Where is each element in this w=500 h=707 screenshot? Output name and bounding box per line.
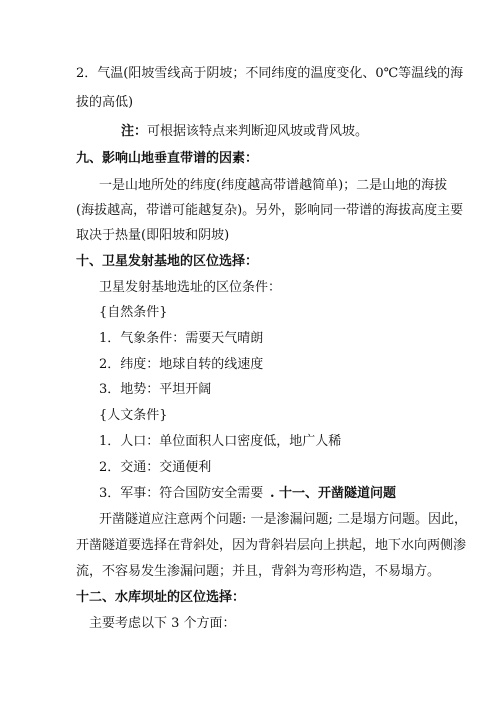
list-item-population: 1．人口：单位面积人口密度低，地广人稀 (99, 434, 342, 449)
text-line-11c: 流，不容易发生渗漏问题；并且，背斜为弯形构造，不易塌方。 (76, 564, 441, 579)
section-heading-9: 九、影响山地垂直带谱的因素： (76, 151, 259, 166)
list-item-military: 3．军事：符合国防安全需要 (99, 486, 264, 501)
list-item-terrain: 3．地势：平坦开阔 (99, 382, 212, 397)
natural-conditions-label: {自然条件} (99, 305, 168, 320)
section-heading-10: 十、卫星发射基地的区位选择： (76, 254, 259, 269)
list-item-weather: 1．气象条件：需要天气晴朗 (99, 331, 264, 346)
text-line-12-intro: 主要考虑以下 3 个方面： (89, 616, 236, 631)
section-heading-11: . 十一、开凿隧道问题 (270, 486, 397, 501)
text-line-9b: (海拔越高，带谱可能越复杂)。另外，影响同一带谱的海拔高度主要 (76, 203, 464, 218)
text-line-11a: 开凿隧道应注意两个问题: 一是渗漏问题; 二是塌方问题。因此， (99, 512, 468, 527)
text-line-11b: 开凿隧道要选择在背斜处，因为背斜岩层向上拱起，地下水向两侧渗 (76, 538, 467, 553)
text-line-10-intro: 卫星发射基地选址的区位条件： (99, 280, 282, 295)
list-item-transport: 2．交通：交通便利 (99, 460, 212, 475)
note-line: 注：可根据该特点来判断迎风坡或背风坡。 (121, 124, 369, 139)
text-line-9a: 一是山地所处的纬度(纬度越高带谱越简单)；二是山地的海拔 (99, 178, 448, 193)
text-line-9c: 取决于热量(即阳坡和阴坡) (76, 228, 230, 243)
text-line-temperature-cont: 拔的高低) (76, 95, 134, 110)
section-heading-12: 十二、水库坝址的区位选择： (76, 590, 246, 605)
list-item-latitude: 2．纬度：地球自转的线速度 (99, 357, 264, 372)
text-line-temperature: 2．气温(阳坡雪线高于阴坡；不同纬度的温度变化、0℃等温线的海 (76, 66, 464, 81)
human-conditions-label: {人文条件} (99, 408, 168, 423)
note-text: 可根据该特点来判断迎风坡或背风坡。 (147, 124, 369, 139)
